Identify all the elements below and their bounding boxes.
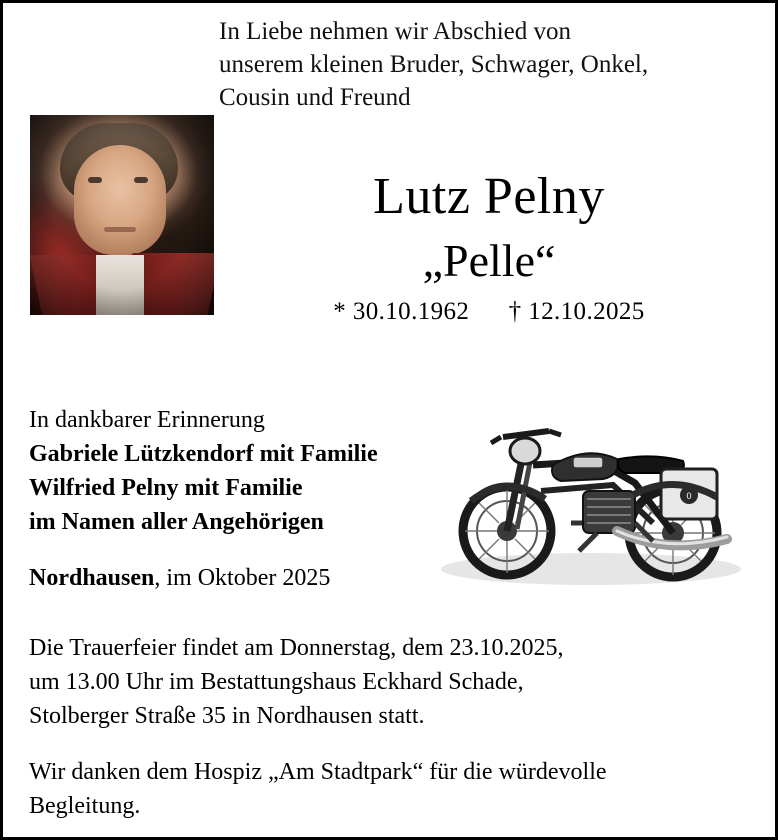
header-line-1: In Liebe nehmen wir Abschied von <box>219 18 571 45</box>
ceremony-line-1: Die Trauerfeier findet am Donnerstag, dem 23.10.2025, <box>29 635 564 661</box>
ceremony-details <box>29 631 749 733</box>
family-line-3: im Namen aller Angehörigen <box>29 509 324 536</box>
deceased-name: Lutz Pelny <box>373 168 605 225</box>
motorcycle-photo <box>421 373 761 609</box>
header-line-3: Cousin und Freund <box>219 84 411 111</box>
thanks-line-2: Begleitung. <box>29 793 141 820</box>
ceremony-line-2: um 13.00 Uhr im Bestattungshaus Eckhard Schade, <box>29 669 524 696</box>
ceremony-line-3: Stolberger Straße 35 in Nordhausen statt. <box>29 703 425 730</box>
portrait-photo <box>30 115 214 315</box>
header-line-2: unserem kleinen Bruder, Schwager, Onkel, <box>219 51 649 78</box>
thanks-line-1: Wir danken dem Hospiz „Am Stadtpark“ für die würdevolle <box>29 759 607 785</box>
header-text <box>219 15 749 114</box>
birth-date: * 30.10.1962 <box>333 298 470 326</box>
life-dates <box>219 298 759 326</box>
family-line-1: Gabriele Lützkendorf mit Familie <box>29 441 378 468</box>
place-rest: , im Oktober 2025 <box>154 565 331 591</box>
thanks-note <box>29 755 755 823</box>
memorial-block <box>29 403 429 539</box>
family-line-2: Wilfried Pelny mit Familie <box>29 475 303 502</box>
place-city: Nordhausen <box>29 565 155 591</box>
death-date: † 12.10.2025 <box>508 298 645 326</box>
motorcycle-icon <box>421 373 761 609</box>
portrait-vignette <box>30 115 214 315</box>
name-block <box>219 169 759 326</box>
svg-text:0: 0 <box>686 491 692 501</box>
place-and-date <box>29 565 330 592</box>
deceased-nickname: „Pelle“ <box>422 235 556 287</box>
memorial-intro: In dankbarer Erinnerung <box>29 407 265 433</box>
portrait-photo-backdrop <box>30 115 214 315</box>
